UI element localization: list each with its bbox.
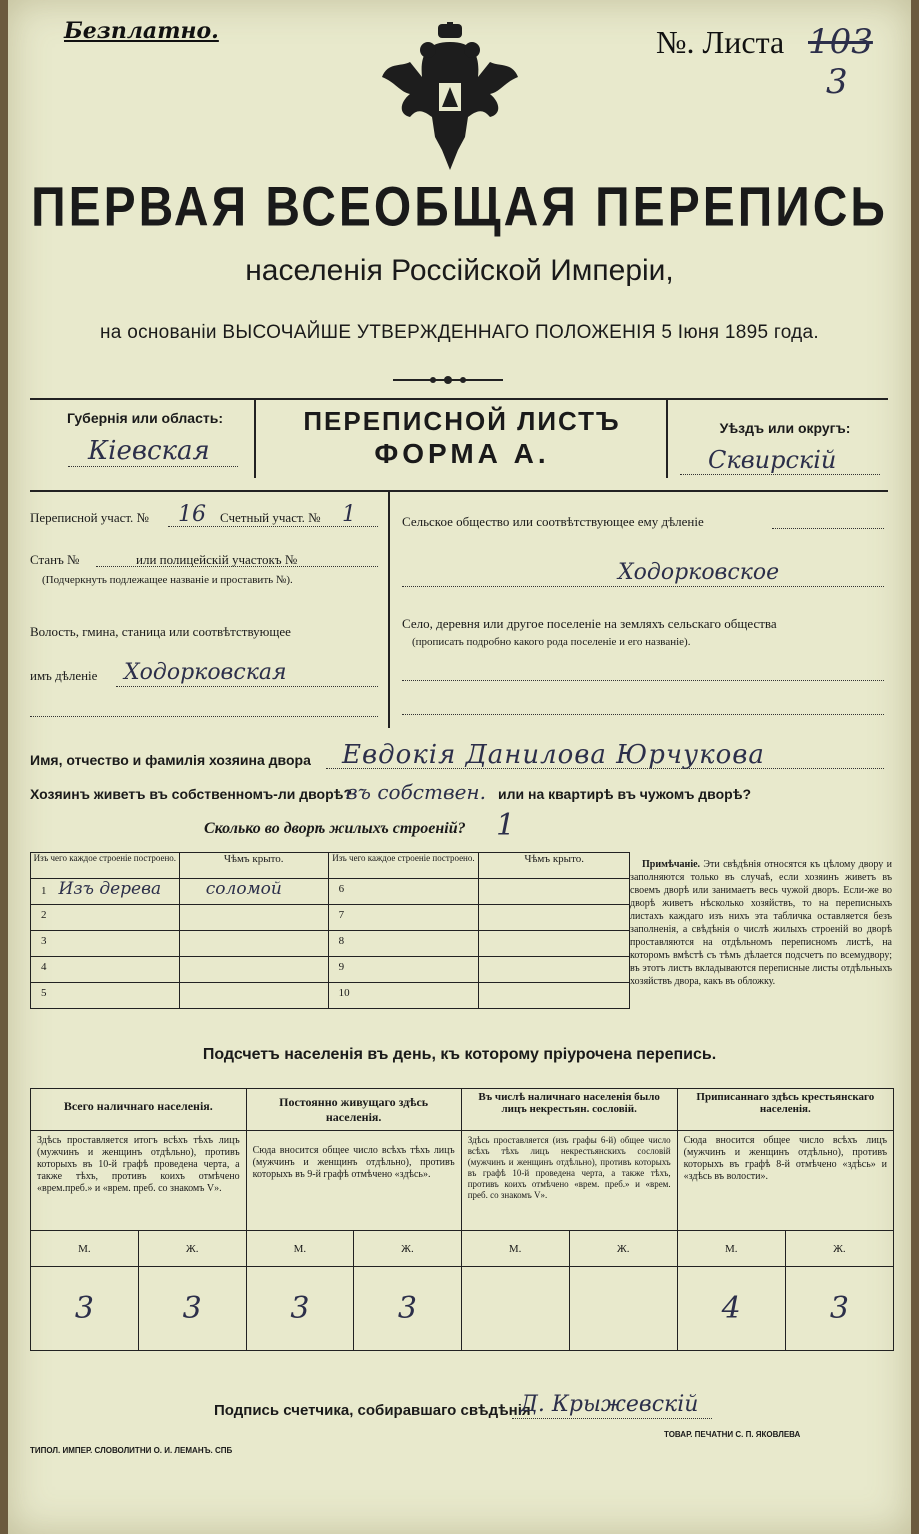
apartment-label: или на квартирѣ въ чужомъ дворѣ? <box>498 786 752 802</box>
sheet-number-label: №. Листа <box>656 24 785 60</box>
main-title: ПЕРВАЯ ВСЕОБЩАЯ ПЕРЕПИСЬ <box>31 177 888 238</box>
basis-line: на основаніи ВЫСОЧАЙШЕ УТВЕРЖДЕННАГО ПОЛОЖЕНІЯ 5 Іюня 1895 года. <box>99 322 820 343</box>
col-roof-header: Чѣмъ крыто. <box>223 853 284 865</box>
rule <box>388 492 390 728</box>
registered-male-value: 4 <box>677 1267 785 1351</box>
sheet-number-value: 103 <box>808 22 873 62</box>
province-value: Кіевская <box>88 436 210 466</box>
table-row: 5 10 <box>31 983 630 1009</box>
dotted-line <box>96 566 378 567</box>
village-note: (прописать подробно какого рода поселеніе и его названіе). <box>412 636 691 648</box>
ornament-divider <box>393 372 503 380</box>
subtitle: населенія Россійской Имперіи, <box>245 254 674 287</box>
district-label: Уѣздъ или округъ: <box>719 420 851 436</box>
dotted-line <box>116 686 378 687</box>
stan-note: (Подчеркнуть подлежащее названіе и проставить №). <box>42 574 293 586</box>
population-table <box>30 1088 894 1351</box>
note-title: Примѣчаніе. <box>642 859 701 870</box>
census-sheet <box>8 0 911 1534</box>
note-text: Эти свѣдѣнія относятся къ цѣлому двору и заполняются только въ случаѣ, если хозяинъ живетъ въ своемъ дворѣ или занимаетъ весь чужой дворъ. Если-же во дворѣ живетъ нѣсколько хозяйствъ, то на переписныхъ листахъ каждаго изъ нихъ эта табличка оставляется безъ заполненія, а свѣдѣнія о числѣ жилыхъ строеній во дворѣ проставляются на отдѣльномъ переписномъ листѣ, на которомъ вмѣстѣ съ тѣмъ дѣлается подсчетъ по всемудвору; въ этотъ листъ вкладываются переписные листы отдѣльныхъ хозяйствъ двора, какъ въ обложку. <box>630 859 893 987</box>
census-area-label: Переписной участ. № <box>30 510 149 525</box>
f-header: Ж. <box>569 1231 677 1267</box>
signature-value: Д. Крыжевскій <box>520 1392 699 1417</box>
free-label: Безплатно. <box>64 18 219 44</box>
district-value: Сквирскій <box>708 446 837 474</box>
table-row: 1 Изъ дерева соломой 6 <box>31 879 630 905</box>
dotted-line <box>402 586 884 587</box>
dotted-line <box>168 526 378 527</box>
count-area-value: 1 <box>342 502 356 527</box>
nonpeasant-female-value <box>569 1267 677 1351</box>
owner-name-label: Имя, отчество и фамилія хозяина двора <box>30 752 311 768</box>
rule <box>30 490 888 492</box>
f-header: Ж. <box>354 1231 462 1267</box>
province-underline <box>68 466 238 467</box>
table-row: 3 8 <box>31 931 630 957</box>
col-material-header: Изъ чего каждое строеніе построено. <box>33 853 177 863</box>
note-block <box>630 858 892 988</box>
census-area-value: 16 <box>178 502 206 527</box>
rule <box>666 398 668 478</box>
m-header: М. <box>461 1231 569 1267</box>
col-material-header: Изъ чего каждое строеніе построено. <box>332 853 475 863</box>
col-title: Всего наличнаго населенія. <box>63 1099 213 1113</box>
col-desc: Здѣсь проставляется итогъ всѣхъ тѣхъ лицъ (мужчинъ и женщинъ отдѣльно), противъ которыхъ въ 10-й графѣ проведена черта, а также тѣхъ, противъ коихъ отмѣчено «врем.преб.» и «врем. преб. со знакомъ V». <box>37 1135 240 1194</box>
population-heading: Подсчетъ населенія въ день, къ которому пріурочена перепись. <box>202 1046 717 1063</box>
volost-label-2: имъ дѣленіе <box>30 668 98 683</box>
province-label: Губернія или область: <box>66 410 224 426</box>
registered-female-value: 3 <box>785 1267 893 1351</box>
stan-label: Станъ № <box>30 552 80 567</box>
buildings-label: Сколько во дворѣ жилыхъ строеній? <box>204 820 466 837</box>
m-header: М. <box>246 1231 354 1267</box>
double-headed-eagle-emblem <box>380 22 520 172</box>
society-label: Сельское общество или соотвѣтствующее ему дѣленіе <box>402 514 704 529</box>
total-female-value: 3 <box>138 1267 246 1351</box>
col-title: Приписаннаго здѣсь крестьянскаго населенія. <box>696 1091 875 1115</box>
m-header: М. <box>31 1231 139 1267</box>
signature-label: Подпись счетчика, собиравшаго свѣдѣнія <box>214 1402 531 1419</box>
village-label: Село, деревня или другое поселеніе на земляхъ сельскаго общества <box>402 616 777 631</box>
society-value: Ходорковское <box>618 560 780 585</box>
volost-label: Волость, гмина, станица или соотвѣтствующее <box>30 624 291 639</box>
district-underline <box>680 474 880 475</box>
col-desc: Сюда вносится общее число всѣхъ лицъ (мужчинъ и женщинъ отдѣльно), противъ которыхъ въ графѣ 8-й отмѣчено «здѣсь» и «здѣсь въ волости». <box>683 1135 887 1182</box>
owner-lives-value: въ собствен. <box>346 780 486 804</box>
dotted-line <box>402 680 884 681</box>
count-area-label: Счетный участ. № <box>220 510 321 525</box>
rule <box>30 398 888 400</box>
col-title: Въ числѣ наличнаго населенія было лицъ некрестьян. сословій. <box>478 1091 660 1115</box>
dotted-line <box>512 1418 712 1419</box>
f-header: Ж. <box>785 1231 893 1267</box>
rule <box>254 398 256 478</box>
owner-lives-label: Хозяинъ живетъ въ собственномъ-ли дворѣ? <box>30 786 353 802</box>
printer-left: ТИПОЛ. ИМПЕР. СЛОВОЛИТНИ О. И. ЛЕМАНЪ. СПБ <box>30 1446 233 1455</box>
dotted-line <box>30 716 378 717</box>
col-desc: Сюда вносится общее число всѣхъ тѣхъ лицъ (мужчинъ и женщинъ отдѣльно), противъ которыхъ въ 9-й графѣ отмѣчено «здѣсь». <box>252 1145 455 1180</box>
total-male-value: 3 <box>31 1267 139 1351</box>
form-title: ПЕРЕПИСНОЙ ЛИСТЪ <box>303 406 621 436</box>
table-row <box>31 1267 894 1351</box>
table-row: 2 7 <box>31 905 630 931</box>
printer-right: ТОВАР. ПЕЧАТНИ С. П. ЯКОВЛЕВА <box>664 1430 801 1439</box>
dotted-line <box>326 768 884 769</box>
col-desc: Здѣсь проставляется (изъ графы 6-й) общее число всѣхъ тѣхъ лицъ некрестьянскихъ сословій (мужчинъ и женщинъ отдѣльно), противъ которыхъ въ графѣ 10-й проведена черта, а также тѣхъ, противъ коихъ отмѣчено «врем. преб.» и «врем. преб. со знакомъ V». <box>467 1135 671 1200</box>
m-header: М. <box>677 1231 785 1267</box>
owner-name-value: Евдокія Данилова Юрчукова <box>342 740 765 770</box>
sheet-number-handwritten: 3 <box>826 62 848 102</box>
f-header: Ж. <box>138 1231 246 1267</box>
col-roof-header: Чѣмъ крыто. <box>524 853 584 865</box>
form-subtitle: ФОРМА А. <box>374 438 550 469</box>
buildings-value: 1 <box>496 808 516 843</box>
dotted-line <box>402 714 884 715</box>
buildings-table <box>30 852 630 1009</box>
nonpeasant-male-value <box>461 1267 569 1351</box>
material-value: Изъ дерева <box>58 879 162 899</box>
police-label: или полицейскій участокъ № <box>136 552 298 567</box>
volost-value: Ходорковская <box>124 660 287 685</box>
table-row: 4 9 <box>31 957 630 983</box>
dotted-line <box>772 528 884 529</box>
roof-value: соломой <box>205 879 282 899</box>
col-title: Постоянно живущаго здѣсь населенія. <box>279 1095 429 1124</box>
permanent-male-value: 3 <box>246 1267 354 1351</box>
permanent-female-value: 3 <box>354 1267 462 1351</box>
